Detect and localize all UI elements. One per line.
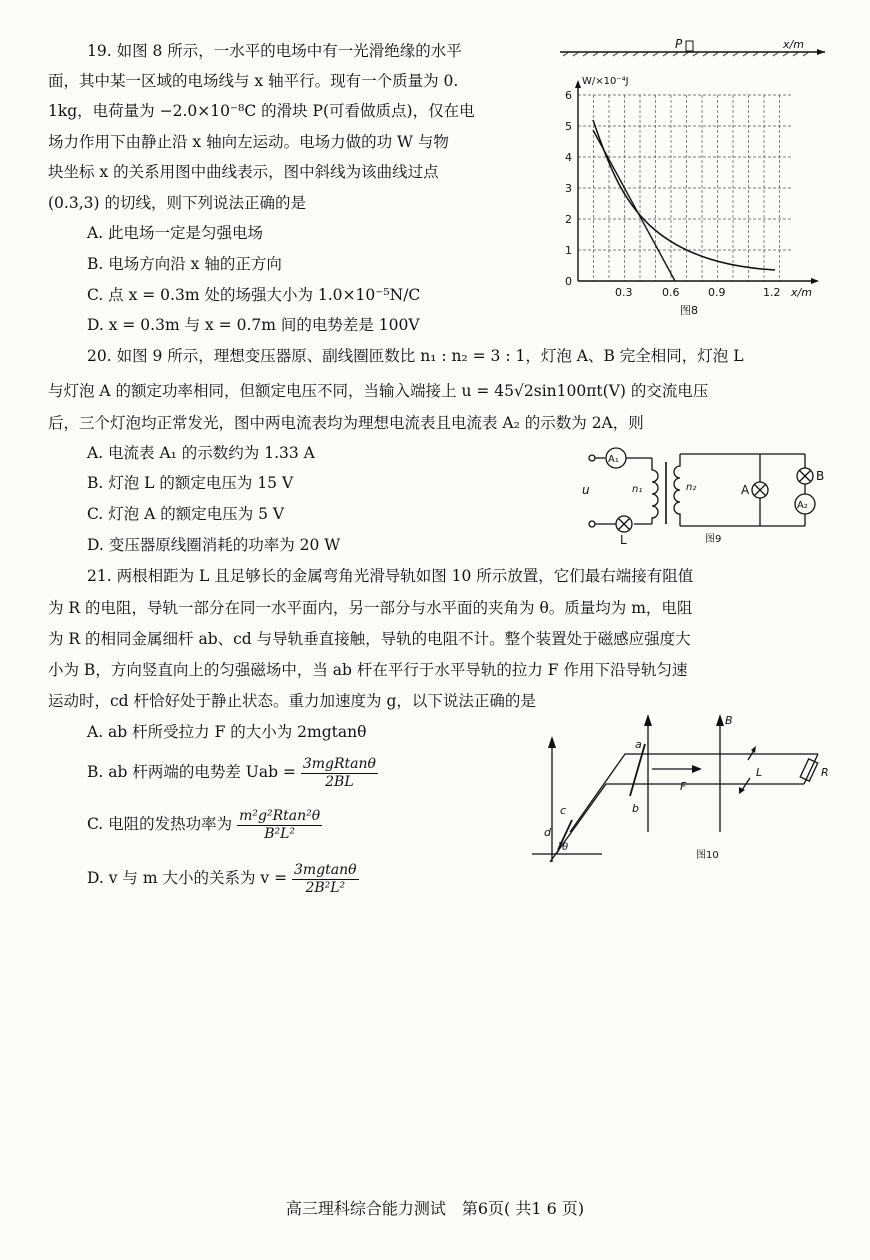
- label-n2: n₂: [686, 482, 697, 493]
- q21-option-b-fraction: [301, 756, 378, 791]
- q21-line-5: 运动时，cd 杆恰好处于静止状态。重力加速度为 g，以下说法正确的是: [48, 692, 536, 710]
- q21-option-b-num: 3mgRtanθ: [302, 755, 376, 772]
- q19-line-5: 块坐标 x 的关系用图中曲线表示，图中斜线为该曲线过点: [48, 163, 439, 181]
- terminal-top: [589, 455, 595, 461]
- label-a: A: [741, 483, 750, 497]
- label-force-f: F: [680, 780, 687, 793]
- q20-line-3: 后，三个灯泡均正常发光，图中两电流表均为理想电流表且电流表 A₂ 的示数为 2A，则: [48, 414, 644, 432]
- primary-coil: [652, 458, 658, 522]
- tangent-line: [593, 130, 675, 281]
- label-rod-d: d: [544, 826, 551, 839]
- q21-option-c: [87, 804, 322, 844]
- label-l: L: [620, 533, 627, 547]
- q21-option-c-prefix: C. 电阻的发热功率为: [87, 815, 233, 833]
- y-axis-label: W/×10⁻⁴J: [582, 76, 629, 87]
- q21-option-c-num: m²g²Rtan²θ: [239, 807, 321, 824]
- q20-option-b: B. 灯泡 L 的额定电压为 15 V: [87, 474, 294, 492]
- y-tick-5: 5: [565, 120, 572, 133]
- x-axis-arrow-icon: [811, 278, 819, 284]
- q21-option-c-den: B²L²: [264, 825, 296, 842]
- figure-9-caption: 图9: [705, 534, 722, 545]
- figure-10: [520, 712, 840, 872]
- resistor-r: [800, 759, 818, 781]
- q19-option-b: B. 电场方向沿 x 轴的正方向: [87, 255, 282, 273]
- rail-front: [550, 784, 804, 862]
- q19-line-3: 1kg，电荷量为 −2.0×10⁻⁸C 的滑块 P(可看做质点)，仅在电: [48, 102, 475, 120]
- q21-line-2: 为 R 的电阻，导轨一部分在同一水平面内，另一部分与水平面的夹角为 θ。质量均为 m，电阻: [48, 599, 693, 617]
- secondary-coil: [674, 454, 680, 526]
- label-u: u: [582, 483, 590, 497]
- q19-option-d: D. x = 0.3m 与 x = 0.7m 间的电势差是 100V: [87, 316, 420, 334]
- q19-line-1: 19. 如图 8 所示，一水平的电场中有一光滑绝缘的水平: [87, 42, 462, 60]
- q21-option-a: A. ab 杆所受拉力 F 的大小为 2mgtanθ: [87, 723, 367, 741]
- page-footer: 高三理科综合能力测试 第6页( 共1 6 页): [285, 1199, 585, 1218]
- label-theta: θ: [562, 842, 569, 853]
- label-rod-b: b: [632, 802, 639, 815]
- q19-option-a: A. 此电场一定是匀强电场: [87, 224, 264, 242]
- q21-line-3: 为 R 的相同金属细杆 ab、cd 与导轨垂直接触，导轨的电阻不计。整个装置处于磁感应强度大: [48, 630, 691, 648]
- label-n1: n₁: [632, 484, 643, 495]
- q20-line-1: 20. 如图 9 所示，理想变压器原、副线圈匝数比 n₁ : n₂ = 3 : 1，灯泡 A、B 完全相同，灯泡 L: [87, 347, 744, 365]
- x-axis-label: x/m: [791, 286, 812, 299]
- q21-option-d: [87, 858, 359, 898]
- figure-8-caption: 图8: [680, 304, 698, 317]
- q20-option-c: C. 灯泡 A 的额定电压为 5 V: [87, 505, 285, 523]
- field-arrow-icon-2: [644, 714, 652, 726]
- y-axis-arrow-icon: [575, 80, 581, 88]
- label-a1: A₁: [608, 454, 619, 465]
- q21-option-b: [87, 752, 378, 792]
- q21-option-b-prefix: B. ab 杆两端的电势差 Uab =: [87, 763, 296, 781]
- rail-back: [570, 754, 818, 832]
- x-tick-1.2: 1.2: [763, 286, 781, 299]
- figure-10-caption: 图10: [696, 850, 719, 861]
- q19-line-2: 面，其中某一区域的电场线与 x 轴平行。现有一个质量为 0.: [48, 72, 459, 90]
- q20-option-a: A. 电流表 A₁ 的示数约为 1.33 A: [87, 444, 315, 462]
- q21-option-d-num: 3mgtanθ: [294, 861, 357, 878]
- l-arrow-icon-down: [739, 787, 745, 794]
- slider-block-p: [686, 41, 693, 51]
- track-arrow-icon: [817, 49, 825, 55]
- label-rod-a: a: [635, 738, 642, 751]
- label-a2: A₂: [797, 500, 808, 511]
- q21-line-4: 小为 B，方向竖直向上的匀强磁场中，当 ab 杆在平行于水平导轨的拉力 F 作用下沿导轨匀速: [48, 661, 688, 679]
- y-tick-6: 6: [565, 89, 572, 102]
- label-r: R: [821, 766, 829, 779]
- q21-option-b-den: 2BL: [325, 773, 354, 790]
- q21-option-d-fraction: [292, 862, 359, 897]
- figure-9: [580, 440, 830, 550]
- q20-line-2: 与灯泡 A 的额定功率相同，但额定电压不同，当输入端接上 u = 45√2sin100πt(V) 的交流电压: [48, 382, 709, 400]
- q21-option-d-prefix: D. v 与 m 大小的关系为 v =: [87, 869, 288, 887]
- q19-option-c: C. 点 x = 0.3m 处的场强大小为 1.0×10⁻⁵N/C: [87, 286, 421, 304]
- graph-grid: [578, 95, 793, 281]
- q21-line-1: 21. 两根相距为 L 且足够长的金属弯角光滑导轨如图 10 所示放置，它们最右端接有阻值: [87, 567, 694, 585]
- label-b: B: [816, 469, 825, 483]
- y-tick-4: 4: [565, 151, 572, 164]
- y-tick-1: 1: [565, 244, 572, 257]
- q19-line-4: 场力作用下由静止沿 x 轴向左运动。电场力做的功 W 与物: [48, 133, 449, 151]
- x-tick-0.3: 0.3: [615, 286, 633, 299]
- track-label-x: x/m: [783, 38, 804, 51]
- terminal-bottom: [589, 521, 595, 527]
- field-arrow-icon-3: [716, 714, 724, 726]
- q19-line-6: (0.3,3) 的切线，则下列说法正确的是: [48, 194, 306, 212]
- rod-ab: [630, 744, 645, 796]
- x-tick-0.9: 0.9: [708, 286, 726, 299]
- force-arrow-icon: [692, 765, 702, 773]
- q21-option-c-fraction: [237, 808, 322, 843]
- y-tick-0: 0: [565, 275, 572, 288]
- track-label-p: P: [675, 37, 683, 51]
- label-rod-c: c: [560, 804, 567, 817]
- w-x-curve: [593, 120, 775, 270]
- y-tick-2: 2: [565, 213, 572, 226]
- q21-option-d-den: 2B²L²: [305, 879, 346, 896]
- figure-8: [555, 30, 840, 320]
- x-tick-0.6: 0.6: [662, 286, 680, 299]
- q20-option-d: D. 变压器原线圈消耗的功率为 20 W: [87, 536, 341, 554]
- label-l: L: [756, 766, 763, 779]
- label-B: B: [725, 714, 733, 727]
- field-arrow-icon-1: [548, 736, 556, 748]
- y-tick-3: 3: [565, 182, 572, 195]
